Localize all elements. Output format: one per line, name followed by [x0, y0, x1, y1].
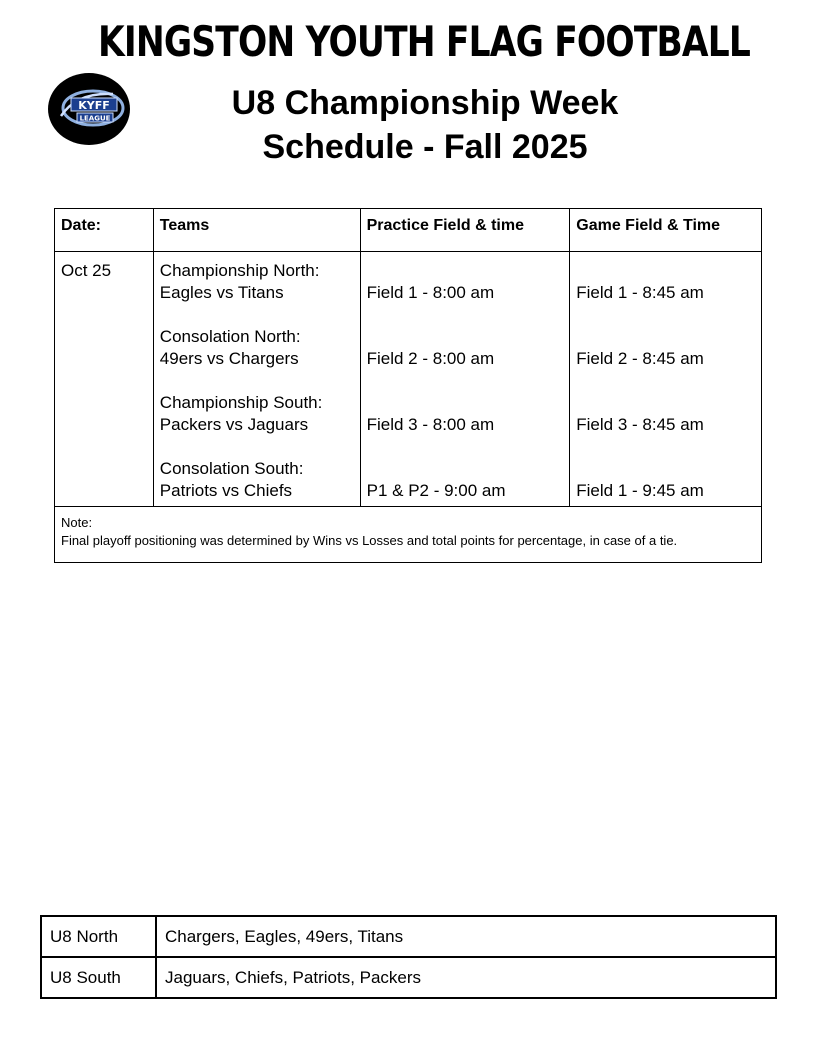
game-label: Consolation South: [159, 459, 304, 478]
schedule-row [55, 252, 762, 507]
note-label: Note: [61, 515, 93, 530]
practice-cell [360, 252, 570, 507]
schedule-table [54, 208, 762, 563]
note-text: Final playoff positioning was determined by Wins vs Losses and total points for percentage, in case of a tie. [61, 533, 678, 548]
divisions-table [40, 915, 777, 999]
game-teams: Eagles vs Titans [159, 283, 284, 302]
division-teams: Chargers, Eagles, 49ers, Titans [156, 916, 776, 957]
division-row [41, 916, 776, 957]
game-label: Championship North: [159, 261, 320, 280]
column-header-teams: Teams [153, 209, 360, 252]
game-label: Championship South: [159, 393, 323, 412]
logo-text-bottom: LEAGUE [79, 114, 111, 123]
logo-text-top: KYFF [78, 99, 110, 112]
note-row [55, 507, 762, 563]
game-time: Field 3 - 8:45 am [576, 415, 704, 434]
division-name: U8 North [41, 916, 156, 957]
division-name: U8 South [41, 957, 156, 998]
game-cell [570, 252, 762, 507]
column-header-game: Game Field & Time [570, 209, 762, 252]
practice-time: P1 & P2 - 9:00 am [366, 481, 506, 500]
page-subtitle-line2: Schedule - Fall 2025 [262, 128, 588, 166]
division-teams: Jaguars, Chiefs, Patriots, Packers [156, 957, 776, 998]
game-time: Field 2 - 8:45 am [576, 349, 704, 368]
practice-time: Field 2 - 8:00 am [366, 349, 495, 368]
game-teams: Patriots vs Chiefs [159, 481, 293, 500]
column-header-practice: Practice Field & time [360, 209, 570, 252]
schedule-date: Oct 25 [61, 261, 112, 280]
schedule-header-row [55, 209, 762, 252]
game-label: Consolation North: [159, 327, 301, 346]
game-time: Field 1 - 9:45 am [576, 481, 704, 500]
practice-time: Field 3 - 8:00 am [366, 415, 495, 434]
game-teams: Packers vs Jaguars [159, 415, 309, 434]
teams-cell [153, 252, 360, 507]
column-header-date: Date: [55, 209, 154, 252]
game-time: Field 1 - 8:45 am [576, 283, 704, 302]
schedule-date-cell [55, 252, 154, 507]
division-row [41, 957, 776, 998]
league-logo [47, 72, 131, 146]
league-title: KINGSTON YOUTH FLAG FOOTBALL [97, 17, 751, 66]
practice-time: Field 1 - 8:00 am [366, 283, 495, 302]
note-cell [55, 507, 762, 563]
page-subtitle-line1: U8 Championship Week [231, 84, 619, 122]
game-teams: 49ers vs Chargers [159, 349, 299, 368]
